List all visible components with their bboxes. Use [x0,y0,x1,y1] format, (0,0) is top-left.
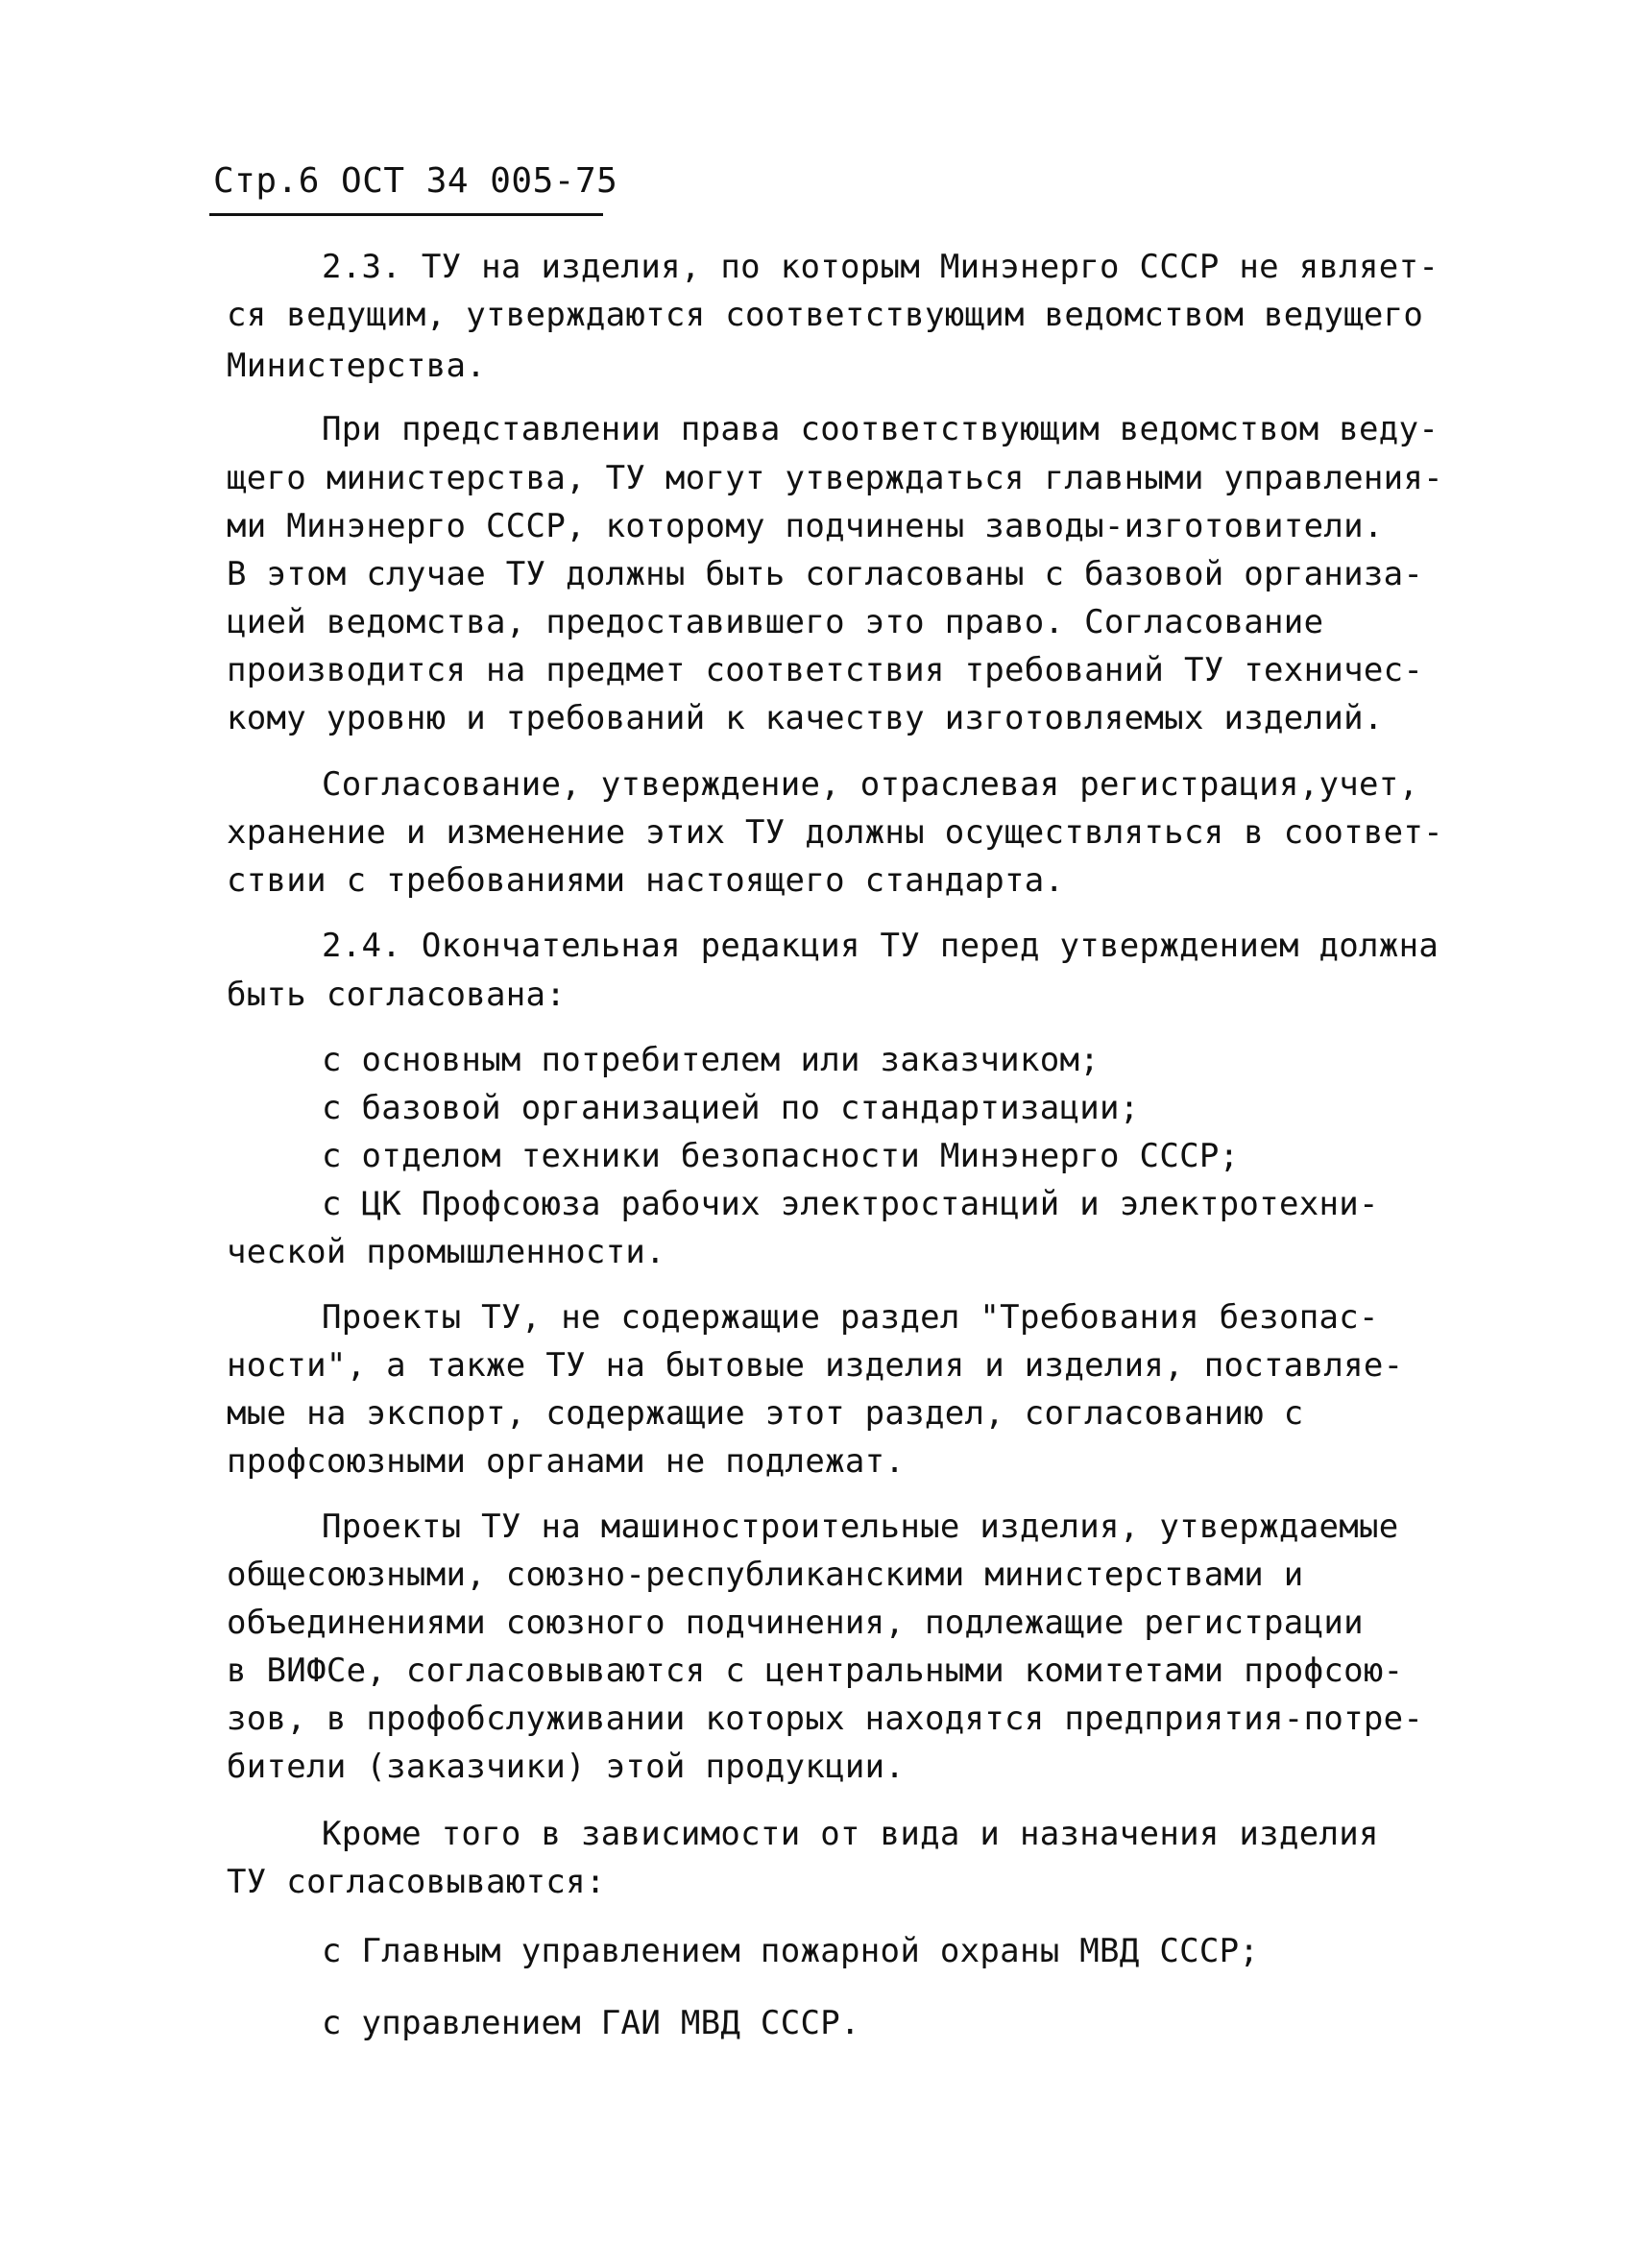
list-item: с базовой организацией по стандартизации; [322,1089,1140,1127]
text-line: общесоюзными, союзно-республиканскими министерствами и [227,1556,1304,1594]
text-line: щего министерства, ТУ могут утверждаться главными управления- [227,459,1443,497]
text-line: мые на экспорт, содержащие этот раздел, согласованию с [227,1394,1304,1433]
text-line: ся ведущим, утверждаются соответствующим ведомством ведущего [227,296,1424,334]
text-line: в ВИФСе, согласовываются с центральными комитетами профсою- [227,1652,1404,1690]
header-underline [209,213,603,216]
text-line: производится на предмет соответствия требований ТУ техничес- [227,651,1424,689]
page-header: Стр.6 ОСТ 34 005-75 [213,161,618,201]
text-line: ческой промышленности. [227,1233,665,1271]
text-line: Министерства. [227,347,487,385]
list-item: с ЦК Профсоюза рабочих электростанций и электротехни- [322,1185,1379,1223]
text-line: 2.4. Окончательная редакция ТУ перед утверждением должна [322,927,1439,965]
text-line: В этом случае ТУ должны быть согласованы с базовой организа- [227,555,1424,593]
text-line: Кроме того в зависимости от вида и назначения изделия [322,1815,1379,1853]
text-line: цией ведомства, предоставившего это право. Согласование [227,603,1324,641]
text-line: Проекты ТУ на машиностроительные изделия, утверждаемые [322,1508,1399,1546]
text-line: кому уровню и требований к качеству изготовляемых изделий. [227,699,1384,737]
text-line: Согласование, утверждение, отраслевая регистрация,учет, [322,765,1419,804]
text-line: хранение и изменение этих ТУ должны осуществляться в соответ- [227,813,1443,852]
text-line: быть согласована: [227,976,567,1014]
text-line: При представлении права соответствующим ведомством веду- [322,410,1439,448]
text-line: бители (заказчики) этой продукции. [227,1748,906,1786]
text-line: ТУ согласовываются: [227,1863,606,1901]
list-item: с отделом техники безопасности Минэнерго СССР; [322,1137,1240,1175]
text-line: 2.3. ТУ на изделия, по которым Минэнерго СССР не являет- [322,248,1439,286]
text-line: объединениями союзного подчинения, подлежащие регистрации [227,1604,1364,1642]
list-item: с управлением ГАИ МВД СССР. [322,2004,860,2042]
text-line: ности", а также ТУ на бытовые изделия и изделия, поставляе- [227,1346,1404,1385]
text-line: ми Минэнерго СССР, которому подчинены заводы-изготовители. [227,507,1384,545]
list-item: с основным потребителем или заказчиком; [322,1041,1101,1079]
list-item: с Главным управлением пожарной охраны МВД СССР; [322,1932,1260,1970]
text-line: ствии с требованиями настоящего стандарта. [227,861,1065,900]
text-line: Проекты ТУ, не содержащие раздел "Требования безопас- [322,1298,1379,1337]
text-line: профсоюзными органами не подлежат. [227,1442,906,1481]
text-line: зов, в профобслуживании которых находятся предприятия-потре- [227,1700,1424,1738]
